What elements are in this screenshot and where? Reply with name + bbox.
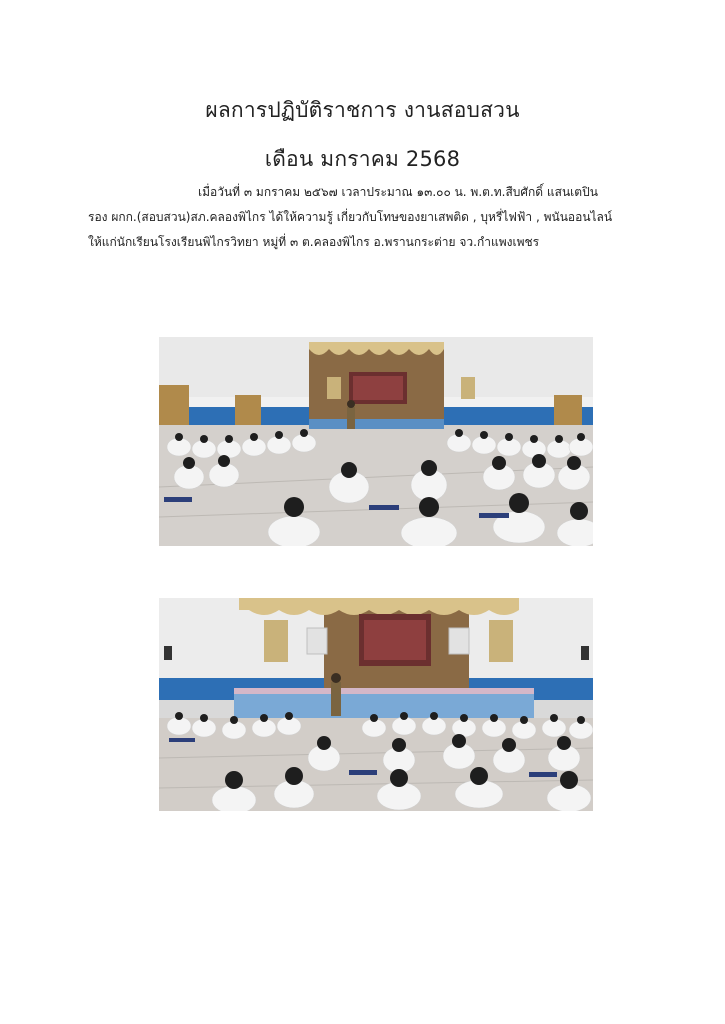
assembly-hall-photo-2 [159,598,593,811]
document-title: ผลการปฏิบัติราชการ งานสอบสวน [205,98,520,122]
paragraph-line-3: ให้แก่นักเรียนโรงเรียนพิไกรวิทยา หมู่ที่ ๓ ต.คลองพิไกร อ.พรานกระต่าย จว.กำแพงเพชร [88,235,540,249]
document-subtitle: เดือน มกราคม 2568 [264,147,461,171]
paragraph-line-1: เมื่อวันที่ ๓ มกราคม ๒๕๖๗ เวลาประมาณ ๑๓.๐๐ น. พ.ต.ท.สืบศักดิ์ แสนเตปิน [198,185,598,199]
paragraph-line-2: รอง ผกก.(สอบสวน)สภ.คลองพิไกร ได้ให้ความรู้ เกี่ยวกับโทษของยาเสพติด , บุหรี่ไฟฟ้า , พนันออนไลน์ [88,210,613,224]
assembly-hall-photo-1 [159,337,593,546]
